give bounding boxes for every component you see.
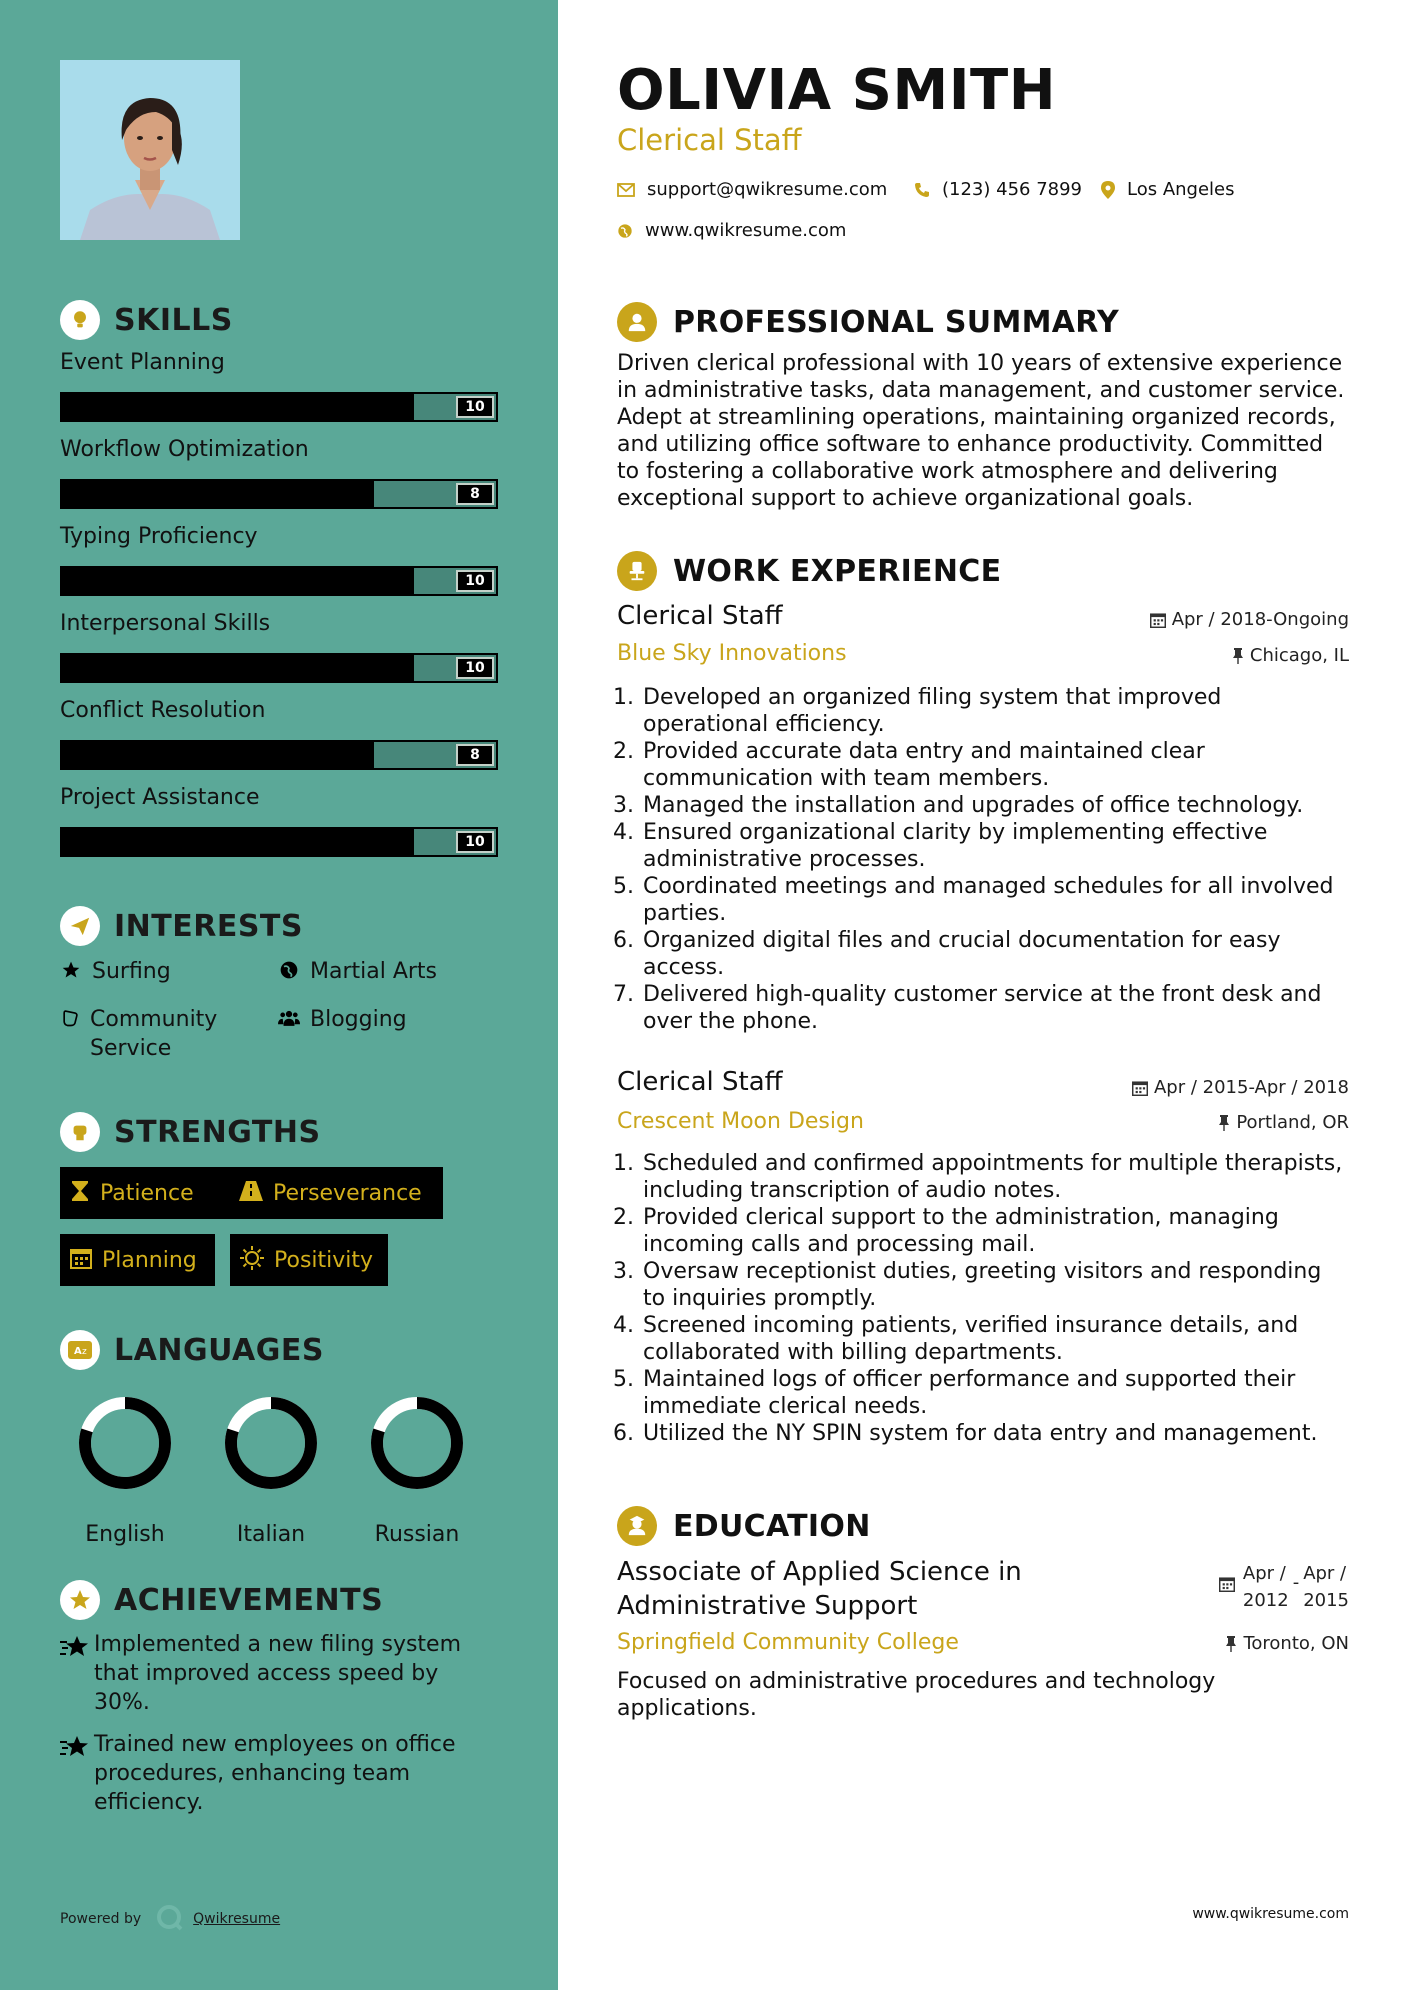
skill-name: Workflow Optimization [60, 437, 309, 462]
skill-bar [60, 653, 498, 683]
language-ring [70, 1388, 180, 1498]
language-name: Italian [236, 1522, 306, 1547]
candidate-name: OLIVIA SMITH [617, 58, 1057, 123]
job-dates [1150, 609, 1349, 630]
achievement-text: Trained new employees on office procedures, enhancing team efficiency. [94, 1732, 456, 1815]
education-description: Focused on administrative procedures and technology applications. [617, 1669, 1216, 1721]
language-icon [60, 1330, 100, 1370]
skill-bar [60, 566, 498, 596]
interest-item [278, 1005, 407, 1034]
responsibility-item: 6. Utilized the NY SPIN system for data entry and management. [641, 1420, 1349, 1447]
skill-name: Conflict Resolution [60, 698, 266, 723]
interest-item [60, 1005, 240, 1063]
skills-section [60, 298, 500, 850]
edu-end-month: Apr / [1303, 1563, 1347, 1584]
skill-item [60, 350, 500, 437]
skills-title: SKILLS [114, 302, 233, 338]
responsibility-item: 1. Developed an organized filing system that improved operational efficiency. [641, 684, 1349, 738]
skill-bar-fill [62, 394, 414, 420]
website-text[interactable]: www.qwikresume.com [645, 220, 847, 241]
phone-text: (123) 456 7899 [942, 179, 1083, 200]
company-name: Blue Sky Innovations [617, 641, 847, 666]
pushpin-icon [1232, 648, 1244, 664]
road-icon [239, 1181, 263, 1205]
skill-name: Event Planning [60, 350, 225, 375]
languages-header [60, 1328, 500, 1372]
globe-icon [617, 223, 633, 239]
skill-level: 10 [456, 657, 494, 679]
interests-title: INTERESTS [114, 908, 303, 944]
experience-title: WORK EXPERIENCE [673, 553, 1002, 589]
strengths-section [60, 1110, 500, 1273]
languages-title: LANGUAGES [114, 1332, 324, 1368]
interest-item [60, 957, 171, 986]
skill-bar [60, 740, 498, 770]
skill-item [60, 698, 500, 785]
users-icon [278, 1005, 300, 1028]
language-name: English [85, 1522, 165, 1547]
pushpin-icon [1225, 1636, 1237, 1652]
svg-text:z: z [82, 1347, 87, 1357]
website-contact [617, 220, 846, 241]
skill-level: 10 [456, 396, 494, 418]
languages-section [60, 1328, 500, 1547]
interest-label: Surfing [92, 959, 171, 984]
responsibility-item: 3. Managed the installation and upgrades of office technology. [641, 792, 1349, 819]
shooting-star-icon [60, 1630, 94, 1664]
skill-level: 10 [456, 831, 494, 853]
interest-item [278, 957, 437, 986]
responsibility-item: 3. Oversaw receptionist duties, greeting visitors and responding to inquiries promptly. [641, 1258, 1349, 1312]
interests-section [60, 904, 500, 1061]
skill-item [60, 437, 500, 524]
job-responsibilities [617, 1150, 1349, 1447]
pushpin-icon [1218, 1115, 1230, 1131]
job-location [1232, 645, 1349, 666]
graduation-icon [617, 1506, 657, 1546]
edu-date-separator: - [1292, 1572, 1300, 1593]
lightbulb-icon [60, 300, 100, 340]
skills-header [60, 298, 500, 342]
phone-icon [914, 182, 930, 198]
language-item [352, 1388, 482, 1547]
skills-list [60, 350, 500, 872]
skill-name: Typing Proficiency [60, 524, 258, 549]
language-item [60, 1388, 190, 1547]
candidate-role: Clerical Staff [617, 123, 802, 157]
achievements-header [60, 1578, 500, 1622]
language-ring [216, 1388, 326, 1498]
skill-bar [60, 827, 498, 857]
calendar-icon [1150, 612, 1166, 628]
hourglass-icon [70, 1180, 90, 1206]
skill-bar [60, 392, 498, 422]
strength-label: Positivity [274, 1247, 374, 1273]
interests-header [60, 904, 500, 948]
strength-badge [60, 1234, 215, 1286]
interest-label: Blogging [310, 1007, 407, 1032]
shooting-star-icon [60, 1730, 94, 1764]
envelope-icon [617, 183, 635, 197]
interest-label: Community Service [90, 1007, 218, 1061]
strength-label: Patience [100, 1180, 194, 1206]
skill-level: 8 [456, 483, 494, 505]
education-header [617, 1506, 871, 1546]
calendar-icon [1219, 1560, 1235, 1597]
email-contact [617, 179, 887, 200]
skill-name: Interpersonal Skills [60, 611, 271, 636]
responsibility-item: 2. Provided accurate data entry and maintained clear communication with team members. [641, 738, 1349, 792]
phone-contact [914, 179, 1082, 200]
strength-badge [229, 1167, 443, 1219]
qwikresume-link[interactable]: Qwikresume [193, 1911, 281, 1927]
strength-label: Planning [102, 1247, 197, 1273]
experience-header [617, 551, 1001, 591]
skill-name: Project Assistance [60, 785, 260, 810]
calendar-icon [70, 1247, 92, 1273]
interest-label: Martial Arts [310, 959, 438, 984]
company-name: Crescent Moon Design [617, 1109, 864, 1134]
job-dates-text: Apr / 2015-Apr / 2018 [1153, 1077, 1349, 1098]
achievements-title: ACHIEVEMENTS [114, 1582, 384, 1618]
strengths-title: STRENGTHS [114, 1114, 321, 1150]
strengths-header [60, 1110, 500, 1154]
email-text[interactable]: support@qwikresume.com [647, 179, 888, 200]
star-icon [60, 957, 82, 980]
summary-title: PROFESSIONAL SUMMARY [673, 304, 1120, 340]
skill-level: 8 [456, 744, 494, 766]
qwikresume-logo-icon [155, 1903, 183, 1935]
language-name: Russian [374, 1522, 460, 1547]
profile-photo [60, 60, 240, 240]
summary-header [617, 302, 1119, 342]
job-title: Clerical Staff [617, 601, 783, 631]
achievement-text: Implemented a new filing system that improved access speed by 30%. [94, 1632, 462, 1715]
responsibility-item: 4. Ensured organizational clarity by implementing effective administrative processes. [641, 819, 1349, 873]
job-dates [1132, 1077, 1349, 1098]
interests-list [60, 957, 500, 1077]
user-icon [617, 302, 657, 342]
degree-title: Associate of Applied Science in Administrative Support [617, 1557, 1022, 1621]
calendar-icon [1132, 1080, 1148, 1096]
skill-item [60, 611, 500, 698]
skill-bar-fill [62, 829, 414, 855]
powered-by-label: Powered by [60, 1911, 142, 1927]
edu-start-year: 2012 [1242, 1590, 1289, 1611]
job-location-text: Portland, OR [1236, 1112, 1349, 1133]
responsibility-item: 7. Delivered high-quality customer service at the front desk and over the phone. [641, 981, 1349, 1035]
skill-bar-fill [62, 481, 374, 507]
paper-plane-icon [60, 906, 100, 946]
school-name: Springfield Community College [617, 1630, 959, 1655]
job-title: Clerical Staff [617, 1067, 783, 1097]
location-contact [1101, 179, 1235, 200]
map-pin-icon [1101, 181, 1115, 199]
education-dates [1219, 1560, 1349, 1614]
language-ring [362, 1388, 472, 1498]
language-item [206, 1388, 336, 1547]
globe-icon [278, 957, 300, 980]
education-title: EDUCATION [673, 1508, 871, 1544]
strength-badge [60, 1167, 230, 1219]
skill-bar-fill [62, 655, 414, 681]
skill-bar-fill [62, 742, 374, 768]
office-chair-icon [617, 551, 657, 591]
responsibility-item: 5. Coordinated meetings and managed schedules for all involved parties. [641, 873, 1349, 927]
responsibility-item: 4. Screened incoming patients, verified insurance details, and collaborated with billing departments. [641, 1312, 1349, 1366]
responsibility-item: 6. Organized digital files and crucial documentation for easy access. [641, 927, 1349, 981]
powered-by [60, 1903, 280, 1935]
edu-start-month: Apr / [1242, 1563, 1286, 1584]
job-location-text: Chicago, IL [1249, 645, 1349, 666]
summary-text: Driven clerical professional with 10 years of extensive experience in administrative tasks, data management, and customer service. Adept at streamlining operations, maintaining organized records, and utilizing office software to enhance productivity. Committed to fostering a collaborative work atmosphere and delivering exceptional support to achieve organizational goals. [617, 351, 1345, 511]
responsibility-item: 2. Provided clerical support to the administration, managing incoming calls and processing mail. [641, 1204, 1349, 1258]
responsibility-item: 1. Scheduled and confirmed appointments for multiple therapists, including transcription of audio notes. [641, 1150, 1349, 1204]
edu-start [1243, 1560, 1289, 1614]
sidebar [0, 0, 558, 1990]
location-text: Los Angeles [1127, 179, 1235, 200]
sun-icon [240, 1246, 264, 1274]
svg-text:A: A [74, 1346, 82, 1357]
job-responsibilities [617, 684, 1349, 1035]
skill-bar [60, 479, 498, 509]
job-dates-text: Apr / 2018-Ongoing [1171, 609, 1349, 630]
education-location [1225, 1633, 1349, 1654]
edu-end [1303, 1560, 1349, 1614]
skill-item [60, 785, 500, 872]
edu-end-year: 2015 [1303, 1590, 1349, 1611]
skill-bar-fill [62, 568, 414, 594]
job-location [1218, 1112, 1349, 1133]
strength-label: Perseverance [273, 1180, 422, 1206]
strength-badge [230, 1234, 388, 1286]
achievements-section [60, 1578, 500, 1815]
footer-site-link[interactable]: www.qwikresume.com [1192, 1906, 1349, 1922]
fist-icon [60, 1112, 100, 1152]
skill-level: 10 [456, 570, 494, 592]
education-location-text: Toronto, ON [1243, 1633, 1349, 1654]
achievement-item [60, 1730, 484, 1817]
responsibility-item: 5. Maintained logs of officer performance and supported their immediate clerical needs. [641, 1366, 1349, 1420]
achievement-item [60, 1630, 484, 1717]
skill-item [60, 524, 500, 611]
star-badge-icon [60, 1580, 100, 1620]
hand-icon [60, 1005, 80, 1028]
